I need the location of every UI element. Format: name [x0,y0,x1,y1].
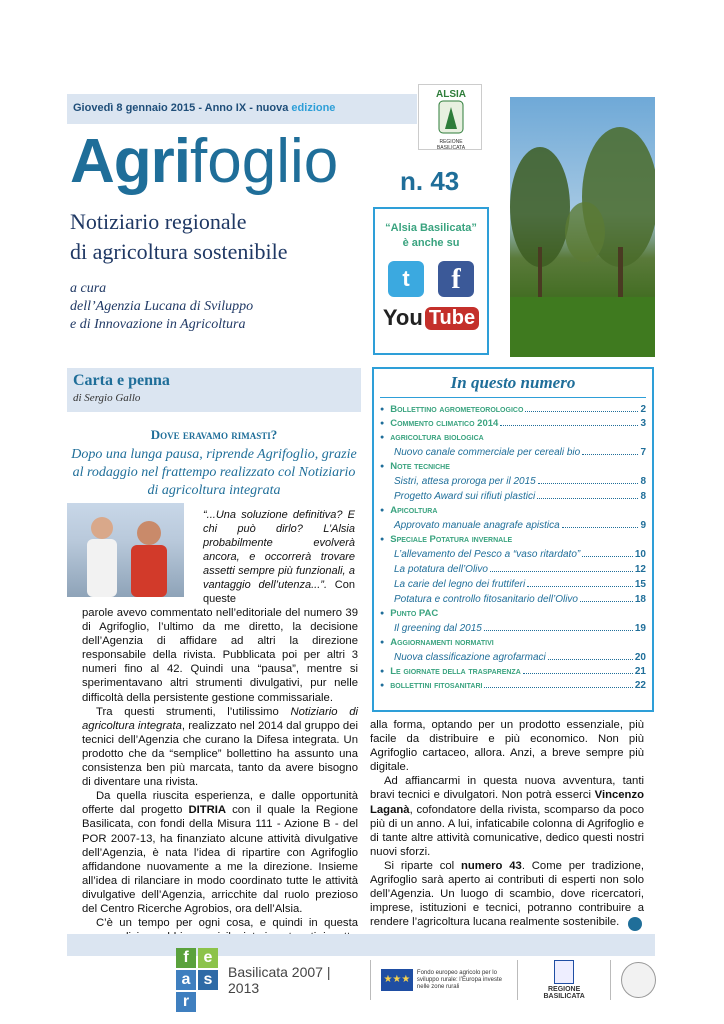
toc-item-label: ● Note tecniche [390,461,450,472]
toc-section-item[interactable] [380,461,646,473]
article-headline: Dove eravamo rimasti? [150,427,278,442]
toc-item-label: ● Apicoltura [390,505,438,516]
youtube-tube: Tube [425,307,479,330]
toc-section-item[interactable] [380,505,646,517]
toc-subitem[interactable] [380,593,646,606]
toc-subitem[interactable] [380,490,646,503]
publisher-byline [70,280,253,334]
next-page-icon[interactable] [628,917,642,931]
byline-line-2: dell’Agenzia Lucana di Sviluppo [70,299,254,314]
article-column-1 [82,606,358,944]
toc-item-label: ● Le giornate della trasparenza [390,666,521,677]
toc-subitem[interactable] [380,446,646,459]
alsia-logo [418,84,482,150]
toc-page-number: 15 [634,579,646,590]
toc-page-number: 22 [634,680,646,691]
social-line-2: è anche su [402,237,460,249]
toc-page-number: 3 [640,418,646,429]
toc-section-item[interactable] [380,680,646,692]
section-header [67,368,361,412]
article-lead: Dopo una lunga pausa, riprende Agrifoglio, grazie al rodaggio nel frattempo realizzato col Notiziario di agricoltura integrata [71,447,357,498]
paragraph: C’è un tempo per ogni cosa, e quindi in questa [96,917,358,930]
paragraph [82,705,358,790]
toc-page-number: 21 [634,666,646,677]
toc-subitem[interactable] [380,578,646,591]
subtitle [70,207,288,267]
svg-text:REGIONE: REGIONE [439,139,463,145]
feasr-letter: a [176,970,196,990]
feasr-letter: s [198,970,218,990]
c2p2-a: Ad affiancarmi in questa nuova avventura, tanti bravi tecnici e divulgatori. Non potrà esserci [370,775,644,802]
toc-item-label: Approvato manuale anagrafe apistica [394,520,560,531]
toc-leader [484,630,633,631]
masthead-title [70,126,338,206]
toc-subitem[interactable] [380,519,646,532]
toc-leader [484,687,632,688]
toc-item-label: ● Aggiornamenti normativi [390,637,494,648]
toc-section-item[interactable] [380,534,646,546]
c2p3-c: . Come per tradizione, Agrifoglio sarà aperto ai contributi di esperti non solo dell’Agenzia. Un luogo di scambio, dove ricercatori, imprese, istituzioni e tecnici, potranno contribuire a rendere l’agricoltura lucana realmente sostenibile. [370,859,644,929]
feasr-letter: r [176,992,196,1012]
footer-bar [67,934,655,956]
toc-leader [582,556,633,557]
toc-subitem[interactable] [380,563,646,576]
toc-leader [582,454,638,455]
youtube-icon[interactable] [375,305,487,331]
c2p3-a: Si riparte col [384,859,461,872]
byline-line-1: a cura [70,281,107,296]
byline-line-3: e di Innovazione in Agricoltura [70,317,246,332]
toc-page-number: 8 [640,491,646,502]
toc-page-number: 10 [634,549,646,560]
c2p2-c: , cofondatore della rivista, scomparso da poco più di un anno. A lui, infaticabile colonna di Agrifoglio e di tante altre attività comunicative, dedico questi nostri nuovi sforzi. [370,803,644,858]
toc-leader [525,411,638,412]
issue-number: n. 43 [400,166,460,196]
toc-item-label: ● bollettini fitosanitari [390,680,483,691]
toc-leader [537,498,638,499]
eu-logo [381,969,507,991]
paragraph: alla forma, optando per un prodotto essenziale, più facile da distribuire e più economico. Non più Agrifoglio cartaceo, allora. Anzi, a breve sempre più digitale. [370,719,644,774]
quote-italic: “...Una soluzione definitiva? E chi può dirlo? L’Alsia probabilmente evolverà ancora, e occorrerà trovare assetti sempre più funzionali, a vantaggio dell’utenza...”. [203,509,355,591]
toc-item-label: ● agricoltura biologica [390,432,484,443]
toc-item-label: Progetto Award sui rifiuti plastici [394,491,536,502]
toc-leader [523,673,633,674]
divider [370,960,371,1000]
feasr-letter: f [176,948,196,968]
divider [610,960,611,1000]
toc-item-label: Il greening dal 2015 [394,623,482,634]
toc-item-label: ● Bollettino agrometeorologico [390,404,524,415]
youtube-you: You [382,305,423,330]
paragraph [82,789,358,916]
toc-item-label: Potatura e controllo fitosanitario dell’Olivo [394,594,578,605]
toc-subitem[interactable] [380,548,646,561]
regione-logo [528,960,601,1000]
quote-rest: Con queste [203,579,355,605]
feasr-logo [176,948,218,1012]
toc-section-item[interactable] [380,404,646,416]
date-text: Giovedì 8 gennaio 2015 - Anno IX - nuova [73,102,289,114]
basilicata-label: Basilicata 2007 | 2013 [228,964,331,996]
toc-item-label: ● Punto PAC [390,608,439,619]
table-of-contents [372,367,654,712]
toc-leader [538,483,639,484]
toc-title: In questo numero [380,373,646,398]
toc-item-label: ● Commento climatico 2014 [390,418,499,429]
p3-b: DITRIA [188,804,227,817]
toc-leader [490,571,633,572]
toc-section-item[interactable] [380,666,646,678]
article-column-2 [370,718,644,929]
toc-item-label: Nuova classificazione agrofarmaci [394,652,546,663]
svg-text:BASILICATA: BASILICATA [436,145,466,151]
c2p3-b: numero 43 [460,859,522,872]
twitter-icon[interactable]: t [388,261,424,297]
p3-a: Da quella riuscita esperienza, e dalle opportunità offerte dal progetto [82,790,358,817]
title-foglio: foglio [190,127,339,196]
toc-leader [580,601,633,602]
p2-a: Tra questi strumenti, l’utilissimo [96,705,291,718]
title-agri: Agri [70,127,190,196]
date-bar [67,94,417,124]
toc-leader [548,659,633,660]
paragraph: parole avevo commentato nell’editoriale del numero 39 di Agrifoglio, l’ultimo da me diretto, la decisione dell’Agenzia di affidare ad altri la direzione responsabile della rivista. Pubblicata poi per altri 3 numeri fino al 42. Quindi una “pausa”, mentre si sperimentavano altri strumenti divulgativi, pur nelle difficoltà della persistente gestione commissariale. [82,607,358,704]
svg-text:ALSIA: ALSIA [436,89,466,100]
toc-section-item[interactable] [380,637,646,649]
toc-subitem[interactable] [380,622,646,635]
section-title: Carta e penna [73,372,170,389]
regione-label: REGIONE BASILICATA [543,986,585,1000]
feasr-letter: e [198,948,218,968]
article-author: di Sergio Gallo [73,392,141,404]
editors-photo [67,503,184,597]
social-title [375,221,487,251]
quote-block [203,508,355,606]
subtitle-line-1: Notiziario regionale [70,209,247,234]
toc-page-number: 20 [634,652,646,663]
toc-item-label: Nuovo canale commerciale per cereali bio [394,447,581,458]
toc-item-label: La potatura dell’Olivo [394,564,488,575]
social-box [373,207,489,355]
toc-subitem[interactable] [380,651,646,664]
c2p2-b: Vincenzo Laganà [370,789,644,816]
toc-item-label: L’allevamento del Pesco a “vaso ritardato” [394,549,581,560]
toc-leader [562,527,639,528]
paragraph [370,859,644,929]
toc-page-number: 9 [640,520,646,531]
date-accent: edizione [291,102,336,114]
toc-page-number: 18 [634,594,646,605]
toc-section-item[interactable] [380,608,646,620]
eu-text: Fondo europeo agricolo per lo sviluppo rurale: l’Europa investe nelle zone rurali [416,969,502,990]
paragraph [370,774,644,859]
toc-item-label: Sistri, attesa proroga per il 2015 [394,476,536,487]
toc-leader [527,586,633,587]
toc-section-item[interactable] [380,418,646,430]
p3-c: con il quale la Regione Basilicata, con fondi della Misura 111 - Azione B - del POR 2007-13, ha finanziato alcune attività divulgative dell’Agenzia, è nata l’idea di ripartire con Agrifoglio affidandone nuovamente a me la direzione. Insieme all’idea di rilanciare in modo coordinato tutte le attività divulgative dell’Agenzia, arricchite dal ruolo prezioso del Centro Ricerche Agrobios, ora dell’Alsia. [82,804,358,915]
p2-b: Notiziario di agricoltura integrata [82,705,358,732]
toc-item-label: ● Speciale Potatura invernale [390,534,513,545]
eu-flag-icon: ★★★ [381,969,413,991]
toc-subitem[interactable] [380,475,646,488]
toc-page-number: 19 [634,623,646,634]
italian-republic-emblem-icon [621,962,656,998]
toc-page-number: 7 [640,447,646,458]
p2-c: , realizzato nel 2014 dal gruppo dei tecnici dell’Agenzia che curano la Difesa integrata. Un prodotto che da “semplice” bollettino ha assunto una consistenza ben più marcata, tanto da avere bisogno di diventare una rivista. [82,719,358,789]
olive-grove-photo [510,97,655,357]
toc-page-number: 12 [634,564,646,575]
social-line-1: “Alsia Basilicata” [385,222,477,234]
toc-leader [500,425,638,426]
toc-list [380,404,646,692]
toc-page-number: 2 [640,404,646,415]
subtitle-line-2: di agricoltura sostenibile [70,239,288,264]
footer-logos [176,949,656,1010]
divider [517,960,518,1000]
toc-section-item[interactable] [380,432,646,444]
regione-emblem-icon [554,960,574,984]
facebook-icon[interactable]: f [438,261,474,297]
toc-item-label: La carie del legno dei fruttiferi [394,579,526,590]
toc-page-number: 8 [640,476,646,487]
